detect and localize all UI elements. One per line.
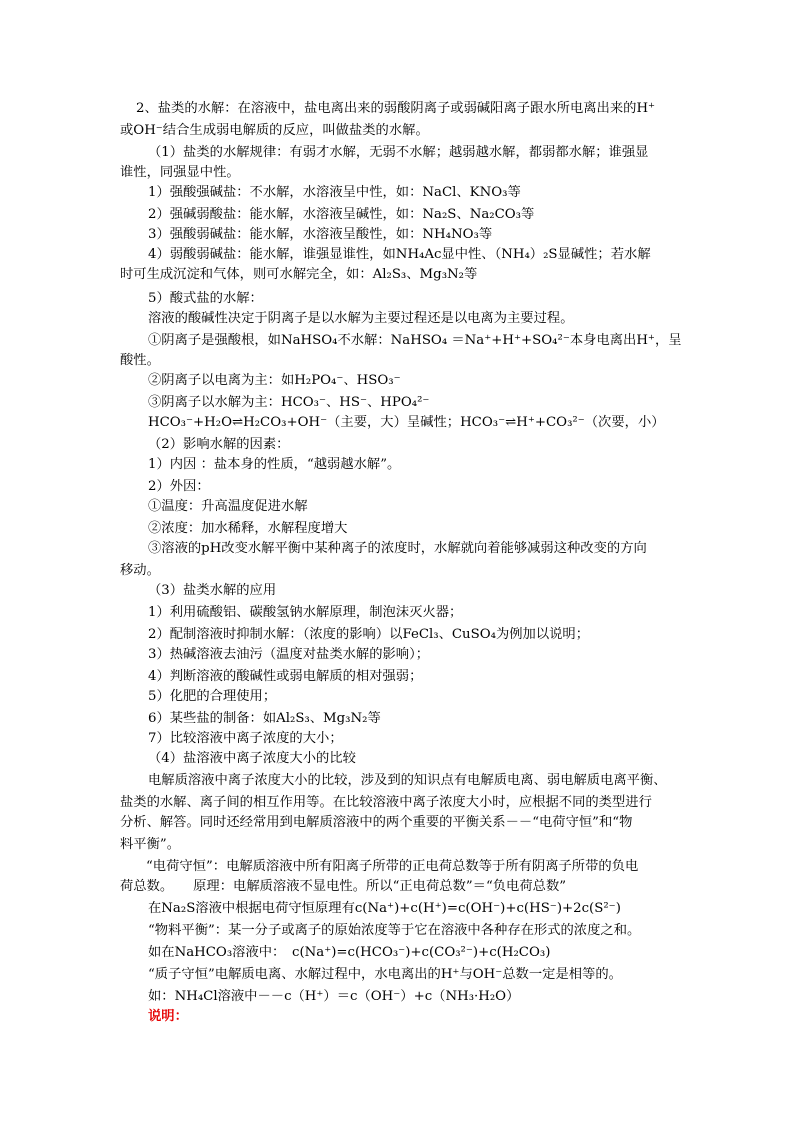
- text-line: “电荷守恒”：电解质溶液中所有阳离子所带的正电荷总数等于所有阴离子所带的负电: [146, 859, 639, 874]
- text-line: ②阴离子以电离为主：如H₂PO₄⁻、HSO₃⁻: [148, 373, 401, 388]
- text-line: 6）某些盐的制备：如Al₂S₃、Mg₃N₂等: [148, 711, 381, 726]
- note-heading: 说明：: [148, 1009, 188, 1024]
- text-line: 4）弱酸弱碱盐：能水解，谁强显谁性，如NH₄Ac显中性、（NH₄）₂S显碱性；若水解: [148, 247, 651, 262]
- text-line: 分析、解答。同时还经常用到电解质溶液中的两个重要的平衡关系－－“电荷守恒”和“物: [120, 815, 633, 830]
- text-line: 移动。: [120, 563, 160, 578]
- text-line: ①温度：升高温度促进水解: [148, 499, 308, 514]
- text-line: 3）强酸弱碱盐：能水解，水溶液呈酸性，如：NH₄NO₃等: [148, 227, 493, 242]
- text-line: 料平衡”。: [120, 837, 180, 852]
- text-line: 盐类的水解、离子间的相互作用等。在比较溶液中离子浓度大小时，应根据不同的类型进行: [120, 795, 652, 810]
- text-line: 1）强酸强碱盐：不水解，水溶液呈中性，如：NaCl、KNO₃等: [148, 185, 521, 200]
- text-line: ③溶液的pH改变水解平衡中某种离子的浓度时，水解就向着能够减弱这种改变的方向: [148, 541, 647, 556]
- text-line: 在Na₂S溶液中根据电荷守恒原理有c(Na⁺)+c(H⁺)=c(OH⁻)+c(HS⁻)+2c(S²⁻): [148, 901, 621, 916]
- text-line: ②浓度：加水稀释，水解程度增大: [148, 521, 348, 536]
- text-line: （1）盐类的水解规律：有弱才水解，无弱不水解；越弱越水解，都弱都水解；谁强显: [148, 145, 649, 160]
- text-line: （2）影响水解的因素：: [148, 437, 290, 452]
- text-line: 如在NaHCO₃溶液中： c(Na⁺)=c(HCO₃⁻)+c(CO₃²⁻)+c(H₂CO₃): [148, 945, 551, 960]
- text-line: “质子守恒”电解质电离、水解过程中，水电离出的H⁺与OH⁻总数一定是相等的。: [148, 967, 622, 982]
- text-line: 1）利用硫酸铝、碳酸氢钠水解原理，制泡沫灭火器；: [148, 605, 463, 620]
- text-line: 时可生成沉淀和气体，则可水解完全，如：Al₂S₃、Mg₃N₂等: [120, 267, 478, 282]
- text-line: 2）强碱弱酸盐：能水解，水溶液呈碱性，如：Na₂S、Na₂CO₃等: [148, 207, 535, 222]
- text-line: 2）外因：: [148, 479, 210, 494]
- text-line: 5）酸式盐的水解：: [148, 291, 263, 306]
- text-line: 2）配制溶液时抑制水解：（浓度的影响）以FeCl₃、CuSO₄为例加以说明；: [148, 627, 590, 642]
- text-line: HCO₃⁻+H₂O⇌H₂CO₃+OH⁻（主要，大）呈碱性；HCO₃⁻⇌H⁺+CO₃²⁻（次要，小）: [148, 415, 665, 430]
- text-line: （3）盐类水解的应用: [148, 583, 277, 598]
- text-line: 谁性，同强显中性。: [120, 165, 240, 180]
- text-line: 荷总数。 原理：电解质溶液不显电性。所以“正电荷总数”＝“负电荷总数”: [120, 879, 567, 894]
- text-line: 7）比较溶液中离子浓度的大小；: [148, 731, 343, 746]
- text-line: 如：NH₄Cl溶液中－－c（H⁺）＝c（OH⁻）+c（NH₃·H₂O）: [148, 989, 520, 1004]
- text-line: 1）内因 ：盐本身的性质，“越弱越水解”。: [148, 457, 401, 472]
- text-line: 酸性。: [120, 353, 160, 368]
- text-line: 3）热碱溶液去油污（温度对盐类水解的影响）；: [148, 647, 430, 662]
- text-line: 2、盐类的水解：在溶液中，盐电离出来的弱酸阴离子或弱碱阳离子跟水所电离出来的H⁺: [136, 101, 656, 116]
- text-line: 电解质溶液中离子浓度大小的比较，涉及到的知识点有电解质电离、弱电解质电离平衡、: [148, 773, 667, 788]
- text-line: ①阴离子是强酸根，如NaHSO₄不水解：NaHSO₄ ＝Na⁺+H⁺+SO₄²⁻本身电离出H⁺，呈: [148, 333, 682, 348]
- text-line: 或OH⁻结合生成弱电解质的反应，叫做盐类的水解。: [120, 123, 429, 138]
- text-line: ③阴离子以水解为主：HCO₃⁻、HS⁻、HPO₄²⁻: [148, 395, 430, 410]
- text-line: 4）判断溶液的酸碱性或弱电解质的相对强弱；: [148, 669, 423, 684]
- text-line: 溶液的酸碱性决定于阴离子是以水解为主要过程还是以电离为主要过程。: [148, 311, 574, 326]
- text-line: 5）化肥的合理使用；: [148, 689, 277, 704]
- text-line: “物料平衡”：某一分子或离子的原始浓度等于它在溶液中各种存在形式的浓度之和。: [148, 923, 641, 938]
- text-line: （4）盐溶液中离子浓度大小的比较: [148, 751, 356, 766]
